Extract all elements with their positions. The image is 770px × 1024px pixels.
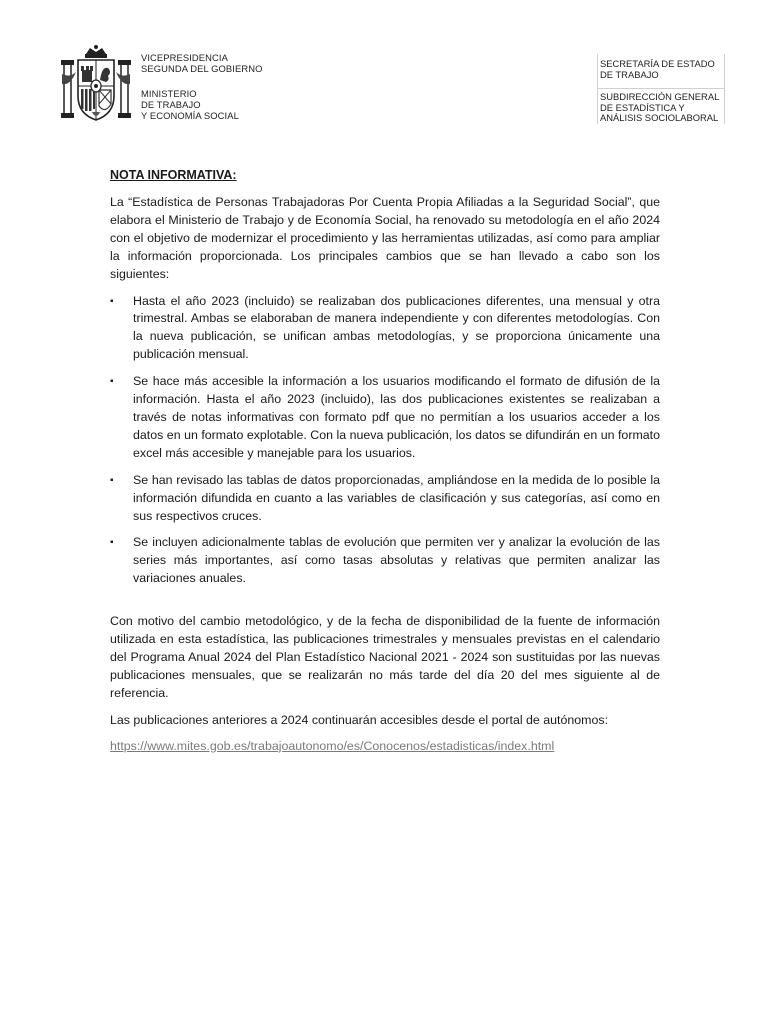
header-vice-line-2: SEGUNDA DEL GOBIERNO: [141, 63, 263, 74]
header-vice-line-1: VICEPRESIDENCIA: [141, 52, 228, 63]
list-item-text: Hasta el año 2023 (incluido) se realizaban dos publicaciones diferentes, una mensual y otra trimestral. Ambas se elaboraban de manera independiente y con diferentes metodologías. Con la nueva publicación, se unifican ambas metodologías, y se proporciona únicamente una publicación mensual.: [133, 293, 660, 362]
changes-list: [110, 293, 660, 589]
bullet-marker-icon: ▪: [110, 295, 114, 307]
list-item-text: Se han revisado las tablas de datos proporcionadas, ampliándose en la medida de lo posible la información difundida en cuanto a las variables de clasificación y sus categorías, así como en sus respectivos cruces.: [133, 472, 660, 523]
list-item: [110, 534, 660, 588]
self-employed-portal-link[interactable]: https://www.mites.gob.es/trabajoautonomo/es/Conocenos/estadisticas/index.html: [110, 738, 555, 753]
intro-paragraph: La “Estadística de Personas Trabajadoras Por Cuenta Propia Afiliadas a la Seguridad Social”, que elabora el Ministerio de Trabajo y de Economía Social, ha renovado su metodología en el año 2024 con el objetivo de modernizar el procedimiento y las herramientas utilizadas, así como para ampliar la información proporcionada. Los principales cambios que se han llevado a cabo son los siguientes:: [110, 195, 660, 281]
list-item-text: Se hace más accesible la información a los usuarios modificando el formato de difusión de la información. Hasta el año 2023 (incluido), las dos publicaciones existentes se realizaban a través de notas informativas con formato pdf que no permitían a los usuarios acceder a los datos en un formato explotable. Con la nueva publicación, los datos se difundirán en un formato excel más accesible y manejable para los usuarios.: [133, 374, 660, 460]
secretariat-identity: [597, 54, 725, 124]
archive-access-paragraph: Las publicaciones anteriores a 2024 continuarán accesibles desde el portal de autónomos:: [110, 712, 609, 727]
document-header: [0, 0, 770, 140]
secretariat-divider: [598, 88, 724, 89]
subdirectorate-name: [600, 92, 719, 124]
header-ministry-line-2: DE TRABAJO: [141, 99, 201, 110]
subdirectorate-line-3: ANÁLISIS SOCIOLABORAL: [600, 112, 719, 123]
header-ministry-line-1: MINISTERIO: [141, 88, 197, 99]
list-item-text: Se incluyen adicionalmente tablas de evolución que permiten ver y analizar la evolución de las series más importantes, así como tasas absolutas y relativas que permiten analizar las variaciones anuales.: [133, 535, 660, 586]
secretariat-line-1: SECRETARÍA DE ESTADO: [600, 58, 715, 69]
spanish-coat-of-arms-icon: [58, 44, 134, 126]
bullet-marker-icon: ▪: [110, 474, 114, 486]
list-item: [110, 472, 660, 526]
document-body: [110, 168, 660, 753]
ministry-identity: [141, 52, 262, 121]
bullet-marker-icon: ▪: [110, 537, 114, 549]
header-spacer: [141, 74, 262, 88]
methodology-change-paragraph: Con motivo del cambio metodológico, y de la fecha de disponibilidad de la fuente de información utilizada en esta estadística, las publicaciones trimestrales y mensuales previstas en el calendario del Programa Anual 2024 del Plan Estadístico Nacional 2021 - 2024 son sustituidas por las nuevas publicaciones mensuales, que se realizarán no más tarde del día 20 del mes siguiente al de referencia.: [110, 614, 660, 700]
secretariat-name: [600, 59, 715, 80]
list-item: [110, 293, 660, 365]
list-item: [110, 373, 660, 463]
secretariat-line-2: DE TRABAJO: [600, 68, 659, 80]
header-ministry-line-3: Y ECONOMÍA SOCIAL: [141, 110, 239, 121]
subdirectorate-line-2: DE ESTADÍSTICA Y: [600, 101, 685, 113]
document-title: NOTA INFORMATIVA:: [110, 168, 237, 182]
bullet-marker-icon: ▪: [110, 376, 114, 388]
subdirectorate-line-1: SUBDIRECCIÓN GENERAL: [600, 91, 720, 102]
